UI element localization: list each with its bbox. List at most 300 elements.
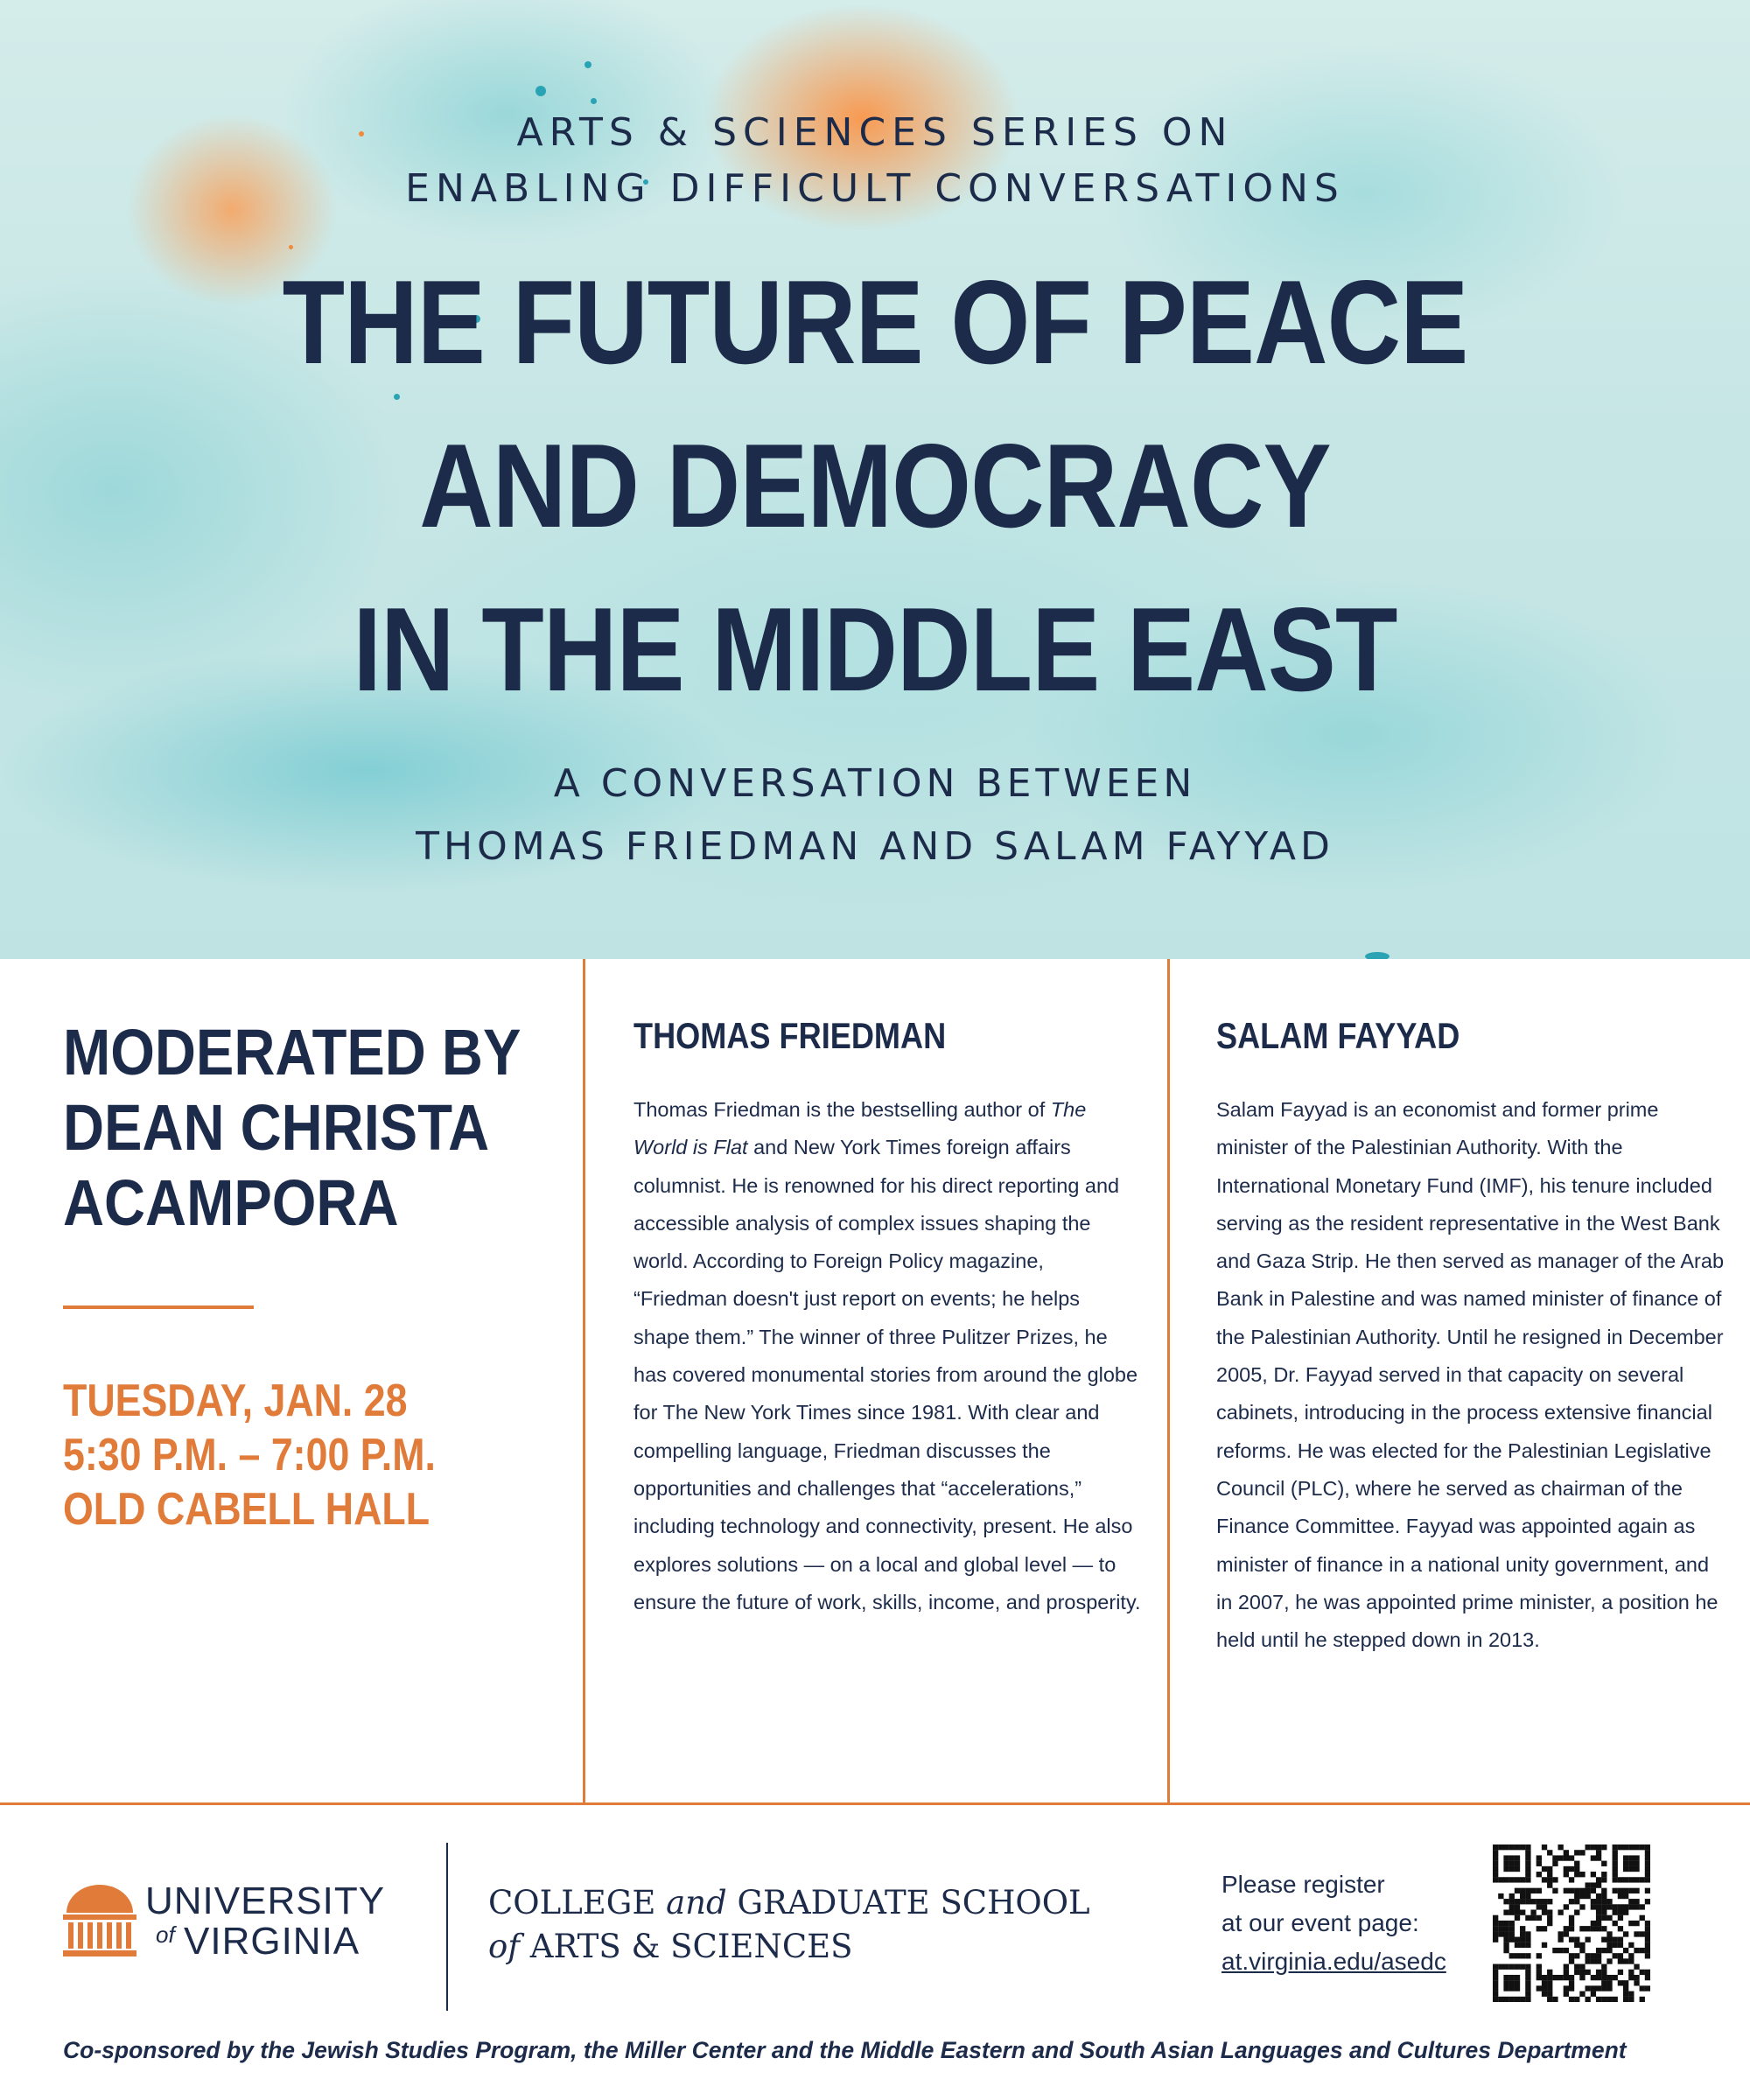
qr-module [1628, 1958, 1634, 1964]
qr-module [1509, 1997, 1515, 2002]
qr-module [1569, 1997, 1574, 2002]
register-line1: Please register [1222, 1871, 1385, 1898]
qr-module [1618, 1909, 1623, 1914]
bio-text-segment: Thomas Friedman is the bestselling author of [634, 1098, 1051, 1121]
qr-module [1515, 1942, 1520, 1948]
qr-module [1634, 1921, 1639, 1926]
qr-module [1596, 1953, 1601, 1958]
qr-module [1613, 1904, 1618, 1909]
qr-module [1601, 1985, 1606, 1991]
qr-module [1606, 1937, 1612, 1942]
qr-module [1493, 1970, 1498, 1975]
qr-module [1601, 1915, 1606, 1921]
event-details [63, 1374, 514, 1536]
qr-module [1503, 1899, 1508, 1904]
qr-module [1601, 1997, 1606, 2002]
qr-module [1493, 1877, 1498, 1882]
qr-module [1606, 1915, 1612, 1921]
qr-module [1618, 1970, 1623, 1975]
college-text: GRADUATE SCHOOL [726, 1884, 1090, 1922]
qr-module [1493, 1997, 1498, 2002]
qr-module [1493, 1921, 1498, 1926]
qr-module [1645, 1931, 1650, 1936]
qr-module [1542, 1904, 1547, 1909]
qr-module [1498, 1921, 1503, 1926]
qr-module [1623, 1985, 1628, 1991]
qr-module [1509, 1861, 1515, 1866]
qr-module [1606, 1904, 1612, 1909]
qr-module [1574, 1942, 1579, 1948]
qr-module [1547, 1899, 1552, 1904]
qr-module [1623, 1997, 1628, 2002]
qr-module [1613, 1888, 1618, 1894]
qr-module [1640, 1970, 1645, 1975]
qr-module [1503, 1866, 1508, 1872]
qr-module [1634, 1948, 1639, 1953]
book-title: The World is Flat [634, 1098, 1087, 1159]
qr-module [1586, 1888, 1591, 1894]
qr-module [1574, 1850, 1579, 1855]
qr-module [1634, 1861, 1639, 1866]
qr-module [1613, 1953, 1618, 1958]
qr-module [1628, 1997, 1634, 2002]
qr-module [1536, 1861, 1542, 1866]
qr-module [1515, 1877, 1520, 1882]
qr-module [1579, 1850, 1585, 1855]
qr-module [1628, 1855, 1634, 1860]
qr-module [1515, 1975, 1520, 1980]
qr-module [1536, 1964, 1542, 1970]
qr-module [1520, 1937, 1525, 1942]
qr-module [1640, 1931, 1645, 1936]
qr-module [1591, 1855, 1596, 1860]
qr-module [1564, 1948, 1569, 1953]
qr-module [1547, 1975, 1552, 1980]
qr-module [1634, 1964, 1639, 1970]
qr-module [1503, 1861, 1508, 1866]
qr-module [1530, 1909, 1536, 1914]
qr-module [1579, 1975, 1585, 1980]
paint-speck [536, 86, 546, 96]
qr-module [1613, 1921, 1618, 1926]
qr-module [1503, 1980, 1508, 1985]
qr-module [1564, 1855, 1569, 1860]
qr-module [1564, 1888, 1569, 1894]
qr-module [1645, 1937, 1650, 1942]
qr-module [1509, 1931, 1515, 1936]
speaker-name-friedman: THOMAS FRIEDMAN [634, 1015, 947, 1056]
qr-module [1552, 1948, 1558, 1953]
qr-module [1564, 1970, 1569, 1975]
qr-module [1606, 1985, 1612, 1991]
qr-module [1623, 1980, 1628, 1985]
qr-module [1618, 1877, 1623, 1882]
speaker-bio-friedman [634, 1091, 1141, 1621]
qr-module [1569, 1980, 1574, 1985]
cosponsor-note: Co-sponsored by the Jewish Studies Program, the Miller Center and the Middle Eastern and South Asian Languages and Cultures Department [63, 2037, 1627, 2063]
qr-module [1601, 1964, 1606, 1970]
qr-module [1515, 1888, 1520, 1894]
qr-module [1509, 1904, 1515, 1909]
qr-module [1623, 1855, 1628, 1860]
moderator-line3: ACAMPORA [63, 1166, 399, 1239]
qr-module [1525, 1992, 1530, 1997]
qr-module [1574, 1953, 1579, 1958]
qr-module [1520, 1926, 1525, 1931]
qr-module [1515, 1915, 1520, 1921]
qr-module [1498, 1931, 1503, 1936]
qr-module [1645, 1861, 1650, 1866]
qr-module [1503, 1909, 1508, 1914]
qr-module [1547, 1877, 1552, 1882]
qr-module [1574, 1899, 1579, 1904]
qr-module [1498, 1894, 1503, 1899]
accent-rule [63, 1306, 254, 1309]
qr-module [1558, 1937, 1563, 1942]
qr-module [1509, 1975, 1515, 1980]
event-title-line2: AND DEMOCRACY [419, 419, 1331, 552]
qr-module [1645, 1985, 1650, 1991]
qr-module [1591, 1904, 1596, 1909]
qr-module [1569, 1915, 1574, 1921]
qr-module [1606, 1942, 1612, 1948]
qr-module [1596, 1844, 1601, 1850]
qr-module [1509, 1926, 1515, 1931]
qr-module [1606, 1975, 1612, 1980]
moderator-line1: MODERATED BY [63, 1016, 522, 1088]
qr-module [1525, 1855, 1530, 1860]
qr-module [1586, 1970, 1591, 1975]
qr-module [1525, 1899, 1530, 1904]
qr-module [1493, 1844, 1498, 1850]
paint-speck [289, 245, 293, 249]
qr-module [1618, 1926, 1623, 1931]
qr-module [1493, 1915, 1498, 1921]
qr-module [1536, 1855, 1542, 1860]
qr-module [1596, 1997, 1601, 2002]
qr-module [1536, 1899, 1542, 1904]
college-text-and: and [666, 1884, 727, 1922]
qr-module [1542, 1909, 1547, 1914]
qr-module [1640, 1997, 1645, 2002]
qr-module [1574, 1894, 1579, 1899]
uva-logo [61, 1880, 429, 1970]
qr-module [1579, 1904, 1585, 1909]
qr-module [1509, 1985, 1515, 1991]
qr-module [1623, 1958, 1628, 1964]
qr-module [1515, 1980, 1520, 1985]
qr-module [1601, 1872, 1606, 1877]
qr-module [1640, 1904, 1645, 1909]
qr-module [1586, 1985, 1591, 1991]
qr-module [1596, 1904, 1601, 1909]
qr-module [1525, 1866, 1530, 1872]
qr-module [1525, 1850, 1530, 1855]
qr-module [1645, 1970, 1650, 1975]
qr-module [1515, 1909, 1520, 1914]
qr-module [1591, 1985, 1596, 1991]
college-text: ARTS & SCIENCES [519, 1928, 853, 1965]
qr-module [1520, 1899, 1525, 1904]
qr-module [1542, 1992, 1547, 1997]
qr-module [1509, 1844, 1515, 1850]
qr-module [1596, 1850, 1601, 1855]
qr-module [1525, 1942, 1530, 1948]
qr-module [1596, 1948, 1601, 1953]
qr-module [1503, 1855, 1508, 1860]
qr-module [1640, 1985, 1645, 1991]
qr-module [1498, 1926, 1503, 1931]
qr-module [1536, 1985, 1542, 1991]
qr-module [1623, 1931, 1628, 1936]
qr-module [1547, 1909, 1552, 1914]
qr-module [1493, 1926, 1498, 1931]
series-name-line2: ENABLING DIFFICULT CONVERSATIONS [405, 166, 1345, 211]
qr-module [1613, 1850, 1618, 1855]
qr-module [1542, 1980, 1547, 1985]
qr-module [1591, 1844, 1596, 1850]
qr-module [1547, 1850, 1552, 1855]
qr-module [1536, 1872, 1542, 1877]
qr-module [1645, 1850, 1650, 1855]
hero-banner [0, 0, 1750, 959]
qr-module [1591, 1975, 1596, 1980]
qr-module [1586, 1953, 1591, 1958]
uva-wordmark-of: of [156, 1922, 175, 1948]
qr-module [1525, 1915, 1530, 1921]
qr-module [1558, 1844, 1563, 1850]
qr-module [1509, 1855, 1515, 1860]
qr-module [1569, 1877, 1574, 1882]
qr-module [1503, 1937, 1508, 1942]
qr-module [1628, 1904, 1634, 1909]
qr-module [1542, 1899, 1547, 1904]
qr-module [1623, 1861, 1628, 1866]
qr-module [1493, 1931, 1498, 1936]
qr-module [1618, 1937, 1623, 1942]
qr-module [1493, 1872, 1498, 1877]
qr-module [1574, 1937, 1579, 1942]
qr-module [1542, 1866, 1547, 1872]
qr-module [1634, 1975, 1639, 1980]
qr-module [1634, 1899, 1639, 1904]
qr-module [1503, 1948, 1508, 1953]
qr-module [1645, 1872, 1650, 1877]
qr-module [1613, 1909, 1618, 1914]
qr-module [1503, 1877, 1508, 1882]
qr-module [1579, 1872, 1585, 1877]
qr-module [1564, 1964, 1569, 1970]
qr-module [1493, 1937, 1498, 1942]
qr-module [1596, 1958, 1601, 1964]
qr-module [1606, 1997, 1612, 2002]
qr-module [1542, 1975, 1547, 1980]
qr-module [1564, 1904, 1569, 1909]
qr-module [1542, 1942, 1547, 1948]
qr-module [1547, 1997, 1552, 2002]
qr-module [1564, 1850, 1569, 1855]
qr-module [1520, 1997, 1525, 2002]
qr-module [1591, 1899, 1596, 1904]
qr-module [1596, 1975, 1601, 1980]
qr-module [1547, 1921, 1552, 1926]
qr-module [1623, 1948, 1628, 1953]
qr-module [1618, 1942, 1623, 1948]
qr-module [1586, 1997, 1591, 2002]
qr-code-icon[interactable] [1493, 1844, 1650, 2002]
college-text-of: of [488, 1928, 520, 1965]
qr-module [1536, 1915, 1542, 1921]
qr-module [1525, 1877, 1530, 1882]
qr-module [1613, 1844, 1618, 1850]
qr-module [1574, 1970, 1579, 1975]
qr-module [1520, 1844, 1525, 1850]
qr-module [1515, 1844, 1520, 1850]
qr-module [1547, 1866, 1552, 1872]
qr-module [1536, 1970, 1542, 1975]
qr-module [1596, 1894, 1601, 1899]
qr-module [1586, 1844, 1591, 1850]
qr-module [1503, 1921, 1508, 1926]
qr-module [1558, 1948, 1563, 1953]
qr-module [1515, 1953, 1520, 1958]
qr-module [1564, 1872, 1569, 1877]
registration-info [1222, 1866, 1484, 1981]
qr-module [1569, 1958, 1574, 1964]
qr-module [1601, 1877, 1606, 1882]
qr-module [1547, 1980, 1552, 1985]
qr-module [1634, 1855, 1639, 1860]
qr-module [1601, 1888, 1606, 1894]
qr-module [1591, 1926, 1596, 1931]
qr-module [1569, 1926, 1574, 1931]
qr-module [1569, 1888, 1574, 1894]
qr-module [1520, 1953, 1525, 1958]
qr-module [1536, 1953, 1542, 1958]
qr-module [1640, 1844, 1645, 1850]
qr-module [1503, 1931, 1508, 1936]
qr-module [1574, 1866, 1579, 1872]
uva-wordmark-university: UNIVERSITY [145, 1880, 386, 1922]
moderator-line2: DEAN CHRISTA [63, 1091, 490, 1164]
qr-module [1586, 1926, 1591, 1931]
qr-module [1503, 1926, 1508, 1931]
qr-module [1542, 1985, 1547, 1991]
uva-wordmark-virginia: VIRGINIA [184, 1920, 360, 1963]
qr-module [1493, 1855, 1498, 1860]
qr-module [1552, 1975, 1558, 1980]
qr-module [1623, 1844, 1628, 1850]
register-link[interactable]: at.virginia.edu/asedc [1222, 1948, 1446, 1975]
qr-module [1596, 1926, 1601, 1931]
qr-module [1579, 1948, 1585, 1953]
qr-module [1606, 1958, 1612, 1964]
qr-module [1536, 1975, 1542, 1980]
qr-module [1596, 1970, 1601, 1975]
qr-module [1515, 1866, 1520, 1872]
qr-module [1525, 1964, 1530, 1970]
qr-module [1520, 1931, 1525, 1936]
qr-module [1509, 1894, 1515, 1899]
qr-module [1645, 1877, 1650, 1882]
column-divider [583, 959, 585, 1804]
qr-module [1515, 1985, 1520, 1991]
qr-module [1547, 1882, 1552, 1887]
qr-module [1520, 1894, 1525, 1899]
qr-module [1498, 1877, 1503, 1882]
qr-module [1645, 1953, 1650, 1958]
qr-module [1525, 1931, 1530, 1936]
qr-module [1613, 1975, 1618, 1980]
qr-module [1623, 1894, 1628, 1899]
qr-module [1558, 1975, 1563, 1980]
qr-module [1558, 1931, 1563, 1936]
event-location: OLD CABELL HALL [63, 1484, 430, 1535]
qr-module [1503, 1997, 1508, 2002]
qr-module [1547, 1872, 1552, 1877]
qr-module [1645, 1948, 1650, 1953]
qr-module [1579, 1992, 1585, 1997]
qr-module [1618, 1980, 1623, 1985]
event-time: 5:30 P.M. – 7:00 P.M. [63, 1430, 436, 1480]
qr-module [1569, 1953, 1574, 1958]
qr-module [1536, 1904, 1542, 1909]
qr-module [1564, 1926, 1569, 1931]
qr-module [1579, 1942, 1585, 1948]
speaker-name-fayyad: SALAM FAYYAD [1216, 1015, 1460, 1056]
qr-module [1509, 1877, 1515, 1882]
qr-module [1618, 1904, 1623, 1909]
qr-module [1586, 1958, 1591, 1964]
qr-module [1564, 1931, 1569, 1936]
qr-module [1493, 1850, 1498, 1855]
qr-module [1618, 1844, 1623, 1850]
qr-module [1613, 1877, 1618, 1882]
qr-module [1645, 1926, 1650, 1931]
qr-module [1645, 1888, 1650, 1894]
qr-module [1613, 1997, 1618, 2002]
qr-module [1640, 1915, 1645, 1921]
qr-module [1569, 1855, 1574, 1860]
qr-module [1558, 1855, 1563, 1860]
qr-module [1493, 1985, 1498, 1991]
qr-module [1498, 1997, 1503, 2002]
qr-module [1503, 1942, 1508, 1948]
qr-module [1569, 1921, 1574, 1926]
qr-module [1586, 1882, 1591, 1887]
qr-module [1574, 1888, 1579, 1894]
qr-module [1628, 1861, 1634, 1866]
qr-module [1542, 1877, 1547, 1882]
rotunda-logo-icon [61, 1880, 138, 1958]
qr-module [1628, 1975, 1634, 1980]
qr-module [1628, 1992, 1634, 1997]
qr-module [1601, 1894, 1606, 1899]
qr-module [1579, 1926, 1585, 1931]
qr-module [1628, 1942, 1634, 1948]
qr-module [1520, 1888, 1525, 1894]
qr-module [1618, 1953, 1623, 1958]
qr-module [1628, 1844, 1634, 1850]
paint-speck [394, 394, 400, 400]
qr-module [1596, 1921, 1601, 1926]
qr-module [1493, 1992, 1498, 1997]
qr-module [1525, 1894, 1530, 1899]
qr-module [1552, 1877, 1558, 1882]
qr-module [1564, 1992, 1569, 1997]
qr-module [1623, 1877, 1628, 1882]
qr-module [1525, 1872, 1530, 1877]
